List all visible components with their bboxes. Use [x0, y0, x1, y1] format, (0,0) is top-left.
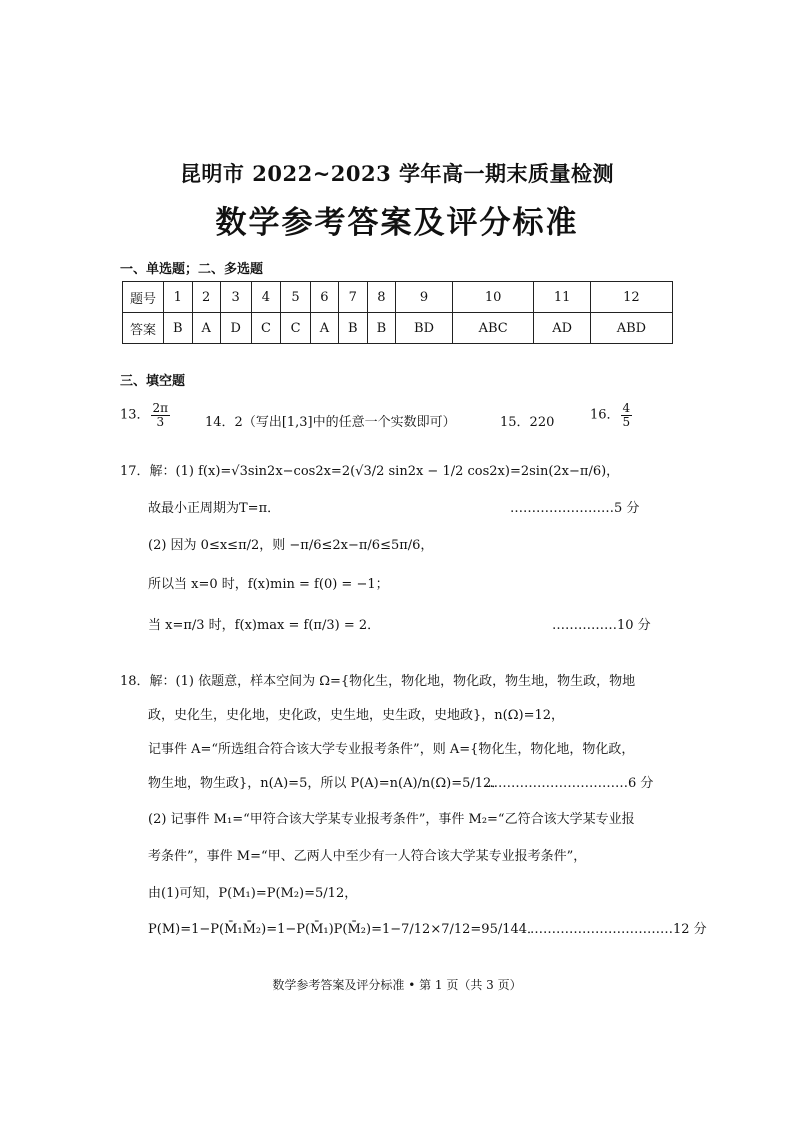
table-cell: C: [281, 313, 311, 344]
table-cell: ABD: [590, 313, 672, 344]
q18-score-12: ……………………………12 分: [530, 922, 707, 937]
q18-line6: 考条件”，事件 M=“甲、乙两人中至少有一人符合该大学某专业报考条件”，: [148, 849, 587, 864]
q17-line3: (2) 因为 0≤x≤π/2，则 −π/6≤2x−π/6≤5π/6，: [148, 538, 434, 553]
section3-heading: 三、填空题: [120, 374, 186, 389]
q13-numerator: 2π: [152, 401, 169, 415]
table-cell: 7: [338, 282, 367, 313]
table-cell: 8: [367, 282, 396, 313]
table-cell: AD: [534, 313, 590, 344]
q18-line1: [120, 670, 635, 689]
table-cell: C: [251, 313, 281, 344]
q16-label: 16．: [590, 407, 620, 423]
q14-answer: 14．2（写出[1,3]中的任意一个实数即可）: [205, 415, 456, 430]
q16-fraction: [621, 402, 633, 428]
table-cell: 11: [534, 282, 590, 313]
q17-line4: 所以当 x=0 时，f(x)min = f(0) = −1；: [148, 577, 389, 592]
q13-label: 13．: [120, 407, 150, 423]
table-cell: 9: [396, 282, 453, 313]
q16-denominator: 5: [622, 414, 631, 429]
table-cell: ABC: [452, 313, 534, 344]
q18-line5: (2) 记事件 M₁=“甲符合该大学某专业报考条件”，事件 M₂=“乙符合该大学某专业报: [148, 812, 635, 827]
q18-text: 解：(1) 依题意，样本空间为 Ω={物化生，物化地，物化政，物生地，物生政，物地: [149, 674, 636, 689]
answer-table-answer-row: [123, 313, 673, 344]
q13-denominator: 3: [156, 414, 165, 429]
q18-line4: 物生地，物生政}，n(A)=5，所以 P(A)=n(A)/n(Ω)=5/12．: [148, 776, 505, 791]
table-cell: 1: [164, 282, 193, 313]
answer-table-number-row: [123, 282, 673, 313]
q18-score-6: ……………………………6 分: [485, 776, 654, 791]
table-cell: 12: [590, 282, 672, 313]
page-footer: 数学参考答案及评分标准 • 第 1 页（共 3 页）: [272, 978, 522, 992]
q16-answer: [590, 402, 633, 428]
q17-score-10: ……………10 分: [552, 618, 651, 633]
q18-line8: P(M)=1−P(M̄₁M̄₂)=1−P(M̄₁)P(M̄₂)=1−7/12×7/12=95/144．: [148, 922, 541, 937]
table-cell: B: [338, 313, 367, 344]
table-cell: A: [192, 313, 220, 344]
table-cell: 2: [192, 282, 220, 313]
table-cell: 5: [281, 282, 311, 313]
section1-heading: 一、单选题；二、多选题: [120, 262, 264, 277]
q18-line3: 记事件 A=“所选组合符合该大学专业报考条件”，则 A={物化生，物化地，物化政，: [148, 742, 635, 757]
q17-score-5: ……………………5 分: [510, 501, 640, 516]
q13-fraction: [151, 402, 171, 428]
page-title-line1: 昆明市 2022~2023 学年高一期末质量检测: [179, 161, 615, 186]
q16-numerator: 4: [622, 401, 631, 415]
q17-line1: [120, 460, 619, 479]
q13-answer: [120, 402, 171, 428]
q18-line7: 由(1)可知，P(M₁)=P(M₂)=5/12，: [148, 886, 358, 901]
row-label-number: 题号: [123, 282, 164, 313]
q15-answer: 15．220: [500, 415, 555, 430]
table-cell: 6: [310, 282, 338, 313]
table-cell: 4: [251, 282, 281, 313]
q18-label: 18．: [120, 674, 150, 689]
table-cell: 10: [452, 282, 534, 313]
table-cell: 3: [220, 282, 251, 313]
table-cell: BD: [396, 313, 453, 344]
table-cell: A: [310, 313, 338, 344]
q17-line2: 故最小正周期为T=π．: [148, 501, 281, 516]
answer-table: [122, 281, 673, 344]
table-cell: B: [164, 313, 193, 344]
row-label-answer: 答案: [123, 313, 164, 344]
table-cell: B: [367, 313, 396, 344]
q18-line2: 政，史化生，史化地，史化政，史生地，史生政，史地政}，n(Ω)=12，: [148, 708, 565, 723]
q17-label: 17．解：(1): [120, 464, 194, 479]
table-cell: D: [220, 313, 251, 344]
q17-line5: 当 x=π/3 时，f(x)max = f(π/3) = 2．: [148, 618, 381, 633]
page-title-line2: 数学参考答案及评分标准: [215, 205, 579, 241]
q17-equation: f(x)=√3sin2x−cos2x=2(√3/2 sin2x − 1/2 cos2x)=2sin(2x−π/6)，: [198, 464, 620, 479]
